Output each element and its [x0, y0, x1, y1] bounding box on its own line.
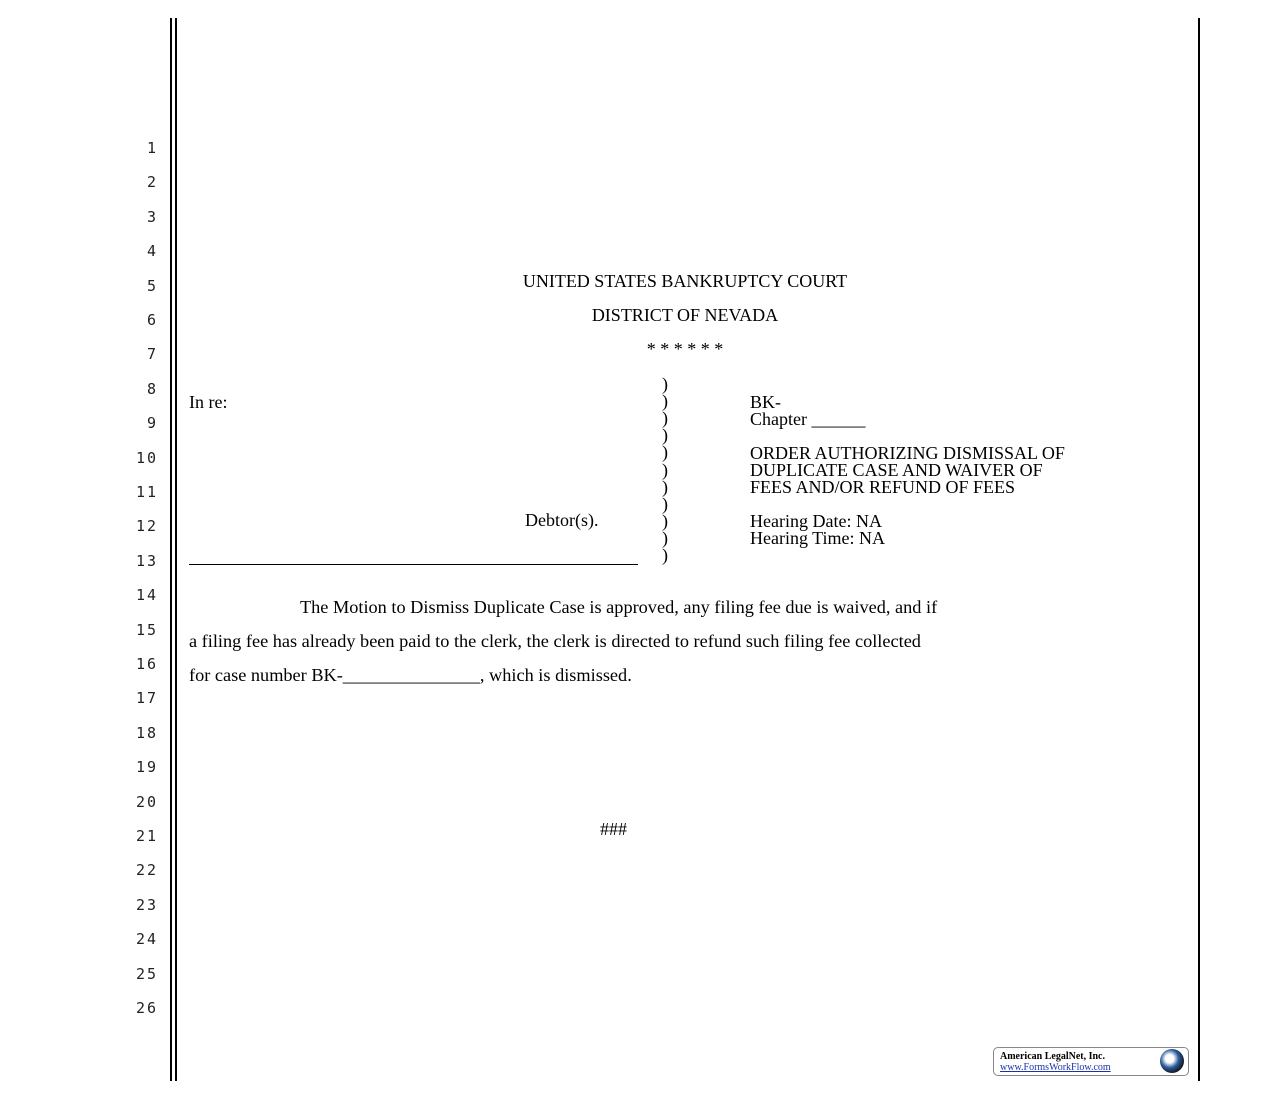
line-number: 6 — [146, 311, 158, 329]
hearing-date: Hearing Date: NA — [750, 511, 882, 531]
line-number: 21 — [135, 827, 158, 845]
caption-paren: ) — [662, 493, 668, 514]
debtor-label: Debtor(s). — [525, 510, 599, 530]
caption-paren: ) — [662, 408, 668, 429]
line-number: 17 — [135, 689, 158, 708]
line-number: 2 — [146, 173, 158, 192]
chapter-field: Chapter ______ — [750, 409, 866, 429]
body-line-2: a filing fee has already been paid to the clerk, the clerk is directed to refund such filing fee collected — [189, 631, 921, 651]
order-title-3: FEES AND/OR REFUND OF FEES — [750, 477, 1016, 497]
caption-paren: ) — [662, 374, 668, 394]
line-number: 22 — [135, 861, 158, 880]
line-number: 20 — [135, 792, 158, 811]
line-number: 25 — [135, 964, 158, 983]
hearing-time: Hearing Time: NA — [750, 528, 885, 548]
order-title-2: DUPLICATE CASE AND WAIVER OF — [750, 460, 1043, 480]
body-line-1: The Motion to Dismiss Duplicate Case is approved, any filing fee due is waived, and if — [300, 597, 938, 617]
separator-stars: * * * * * * — [646, 339, 724, 359]
line-number: 13 — [135, 551, 158, 570]
caption-paren: ) — [662, 510, 668, 531]
globe-icon — [1160, 1049, 1184, 1073]
caption-paren: ) — [662, 442, 668, 463]
caption-paren: ) — [662, 476, 668, 497]
body-line-3: for case number BK-_______________, which is dismissed. — [189, 665, 632, 685]
line-number: 9 — [146, 414, 158, 433]
line-number: 12 — [135, 517, 158, 536]
line-number: 23 — [135, 895, 158, 914]
american-legalnet-logo[interactable] — [993, 1047, 1189, 1076]
company-url-link[interactable]: www.FormsWorkFlow.com — [1000, 1062, 1111, 1073]
right-margin-rule — [1198, 18, 1200, 1081]
court-district: DISTRICT OF NEVADA — [591, 305, 779, 325]
line-number: 16 — [135, 655, 158, 673]
end-mark: ### — [600, 819, 627, 839]
case-number: BK- — [750, 392, 781, 412]
line-number: 14 — [135, 586, 158, 605]
line-number: 19 — [135, 758, 158, 777]
line-number: 11 — [135, 483, 158, 501]
line-number: 8 — [146, 379, 158, 398]
left-margin-rule — [170, 18, 172, 1081]
line-number: 18 — [135, 723, 158, 742]
left-margin-rule-inner — [175, 18, 177, 1081]
line-number: 1 — [146, 139, 158, 157]
line-number: 5 — [146, 276, 158, 295]
line-number: 7 — [146, 345, 158, 364]
caption-paren: ) — [662, 545, 668, 565]
court-name: UNITED STATES BANKRUPTCY COURT — [522, 271, 848, 291]
caption-paren: ) — [662, 459, 668, 480]
company-name: American LegalNet, Inc. — [1000, 1051, 1105, 1062]
line-number: 26 — [135, 999, 158, 1017]
line-number: 3 — [146, 207, 158, 226]
caption-paren: ) — [662, 527, 668, 548]
debtor-name-line — [189, 564, 638, 565]
order-title-1: ORDER AUTHORIZING DISMISSAL OF — [750, 443, 1065, 463]
line-number: 24 — [135, 930, 158, 949]
line-number: 10 — [135, 448, 158, 467]
line-number: 15 — [135, 620, 158, 639]
in-re-label: In re: — [189, 392, 228, 412]
caption-paren: ) — [662, 425, 668, 446]
caption-paren: ) — [662, 391, 668, 412]
line-number: 4 — [146, 242, 158, 261]
